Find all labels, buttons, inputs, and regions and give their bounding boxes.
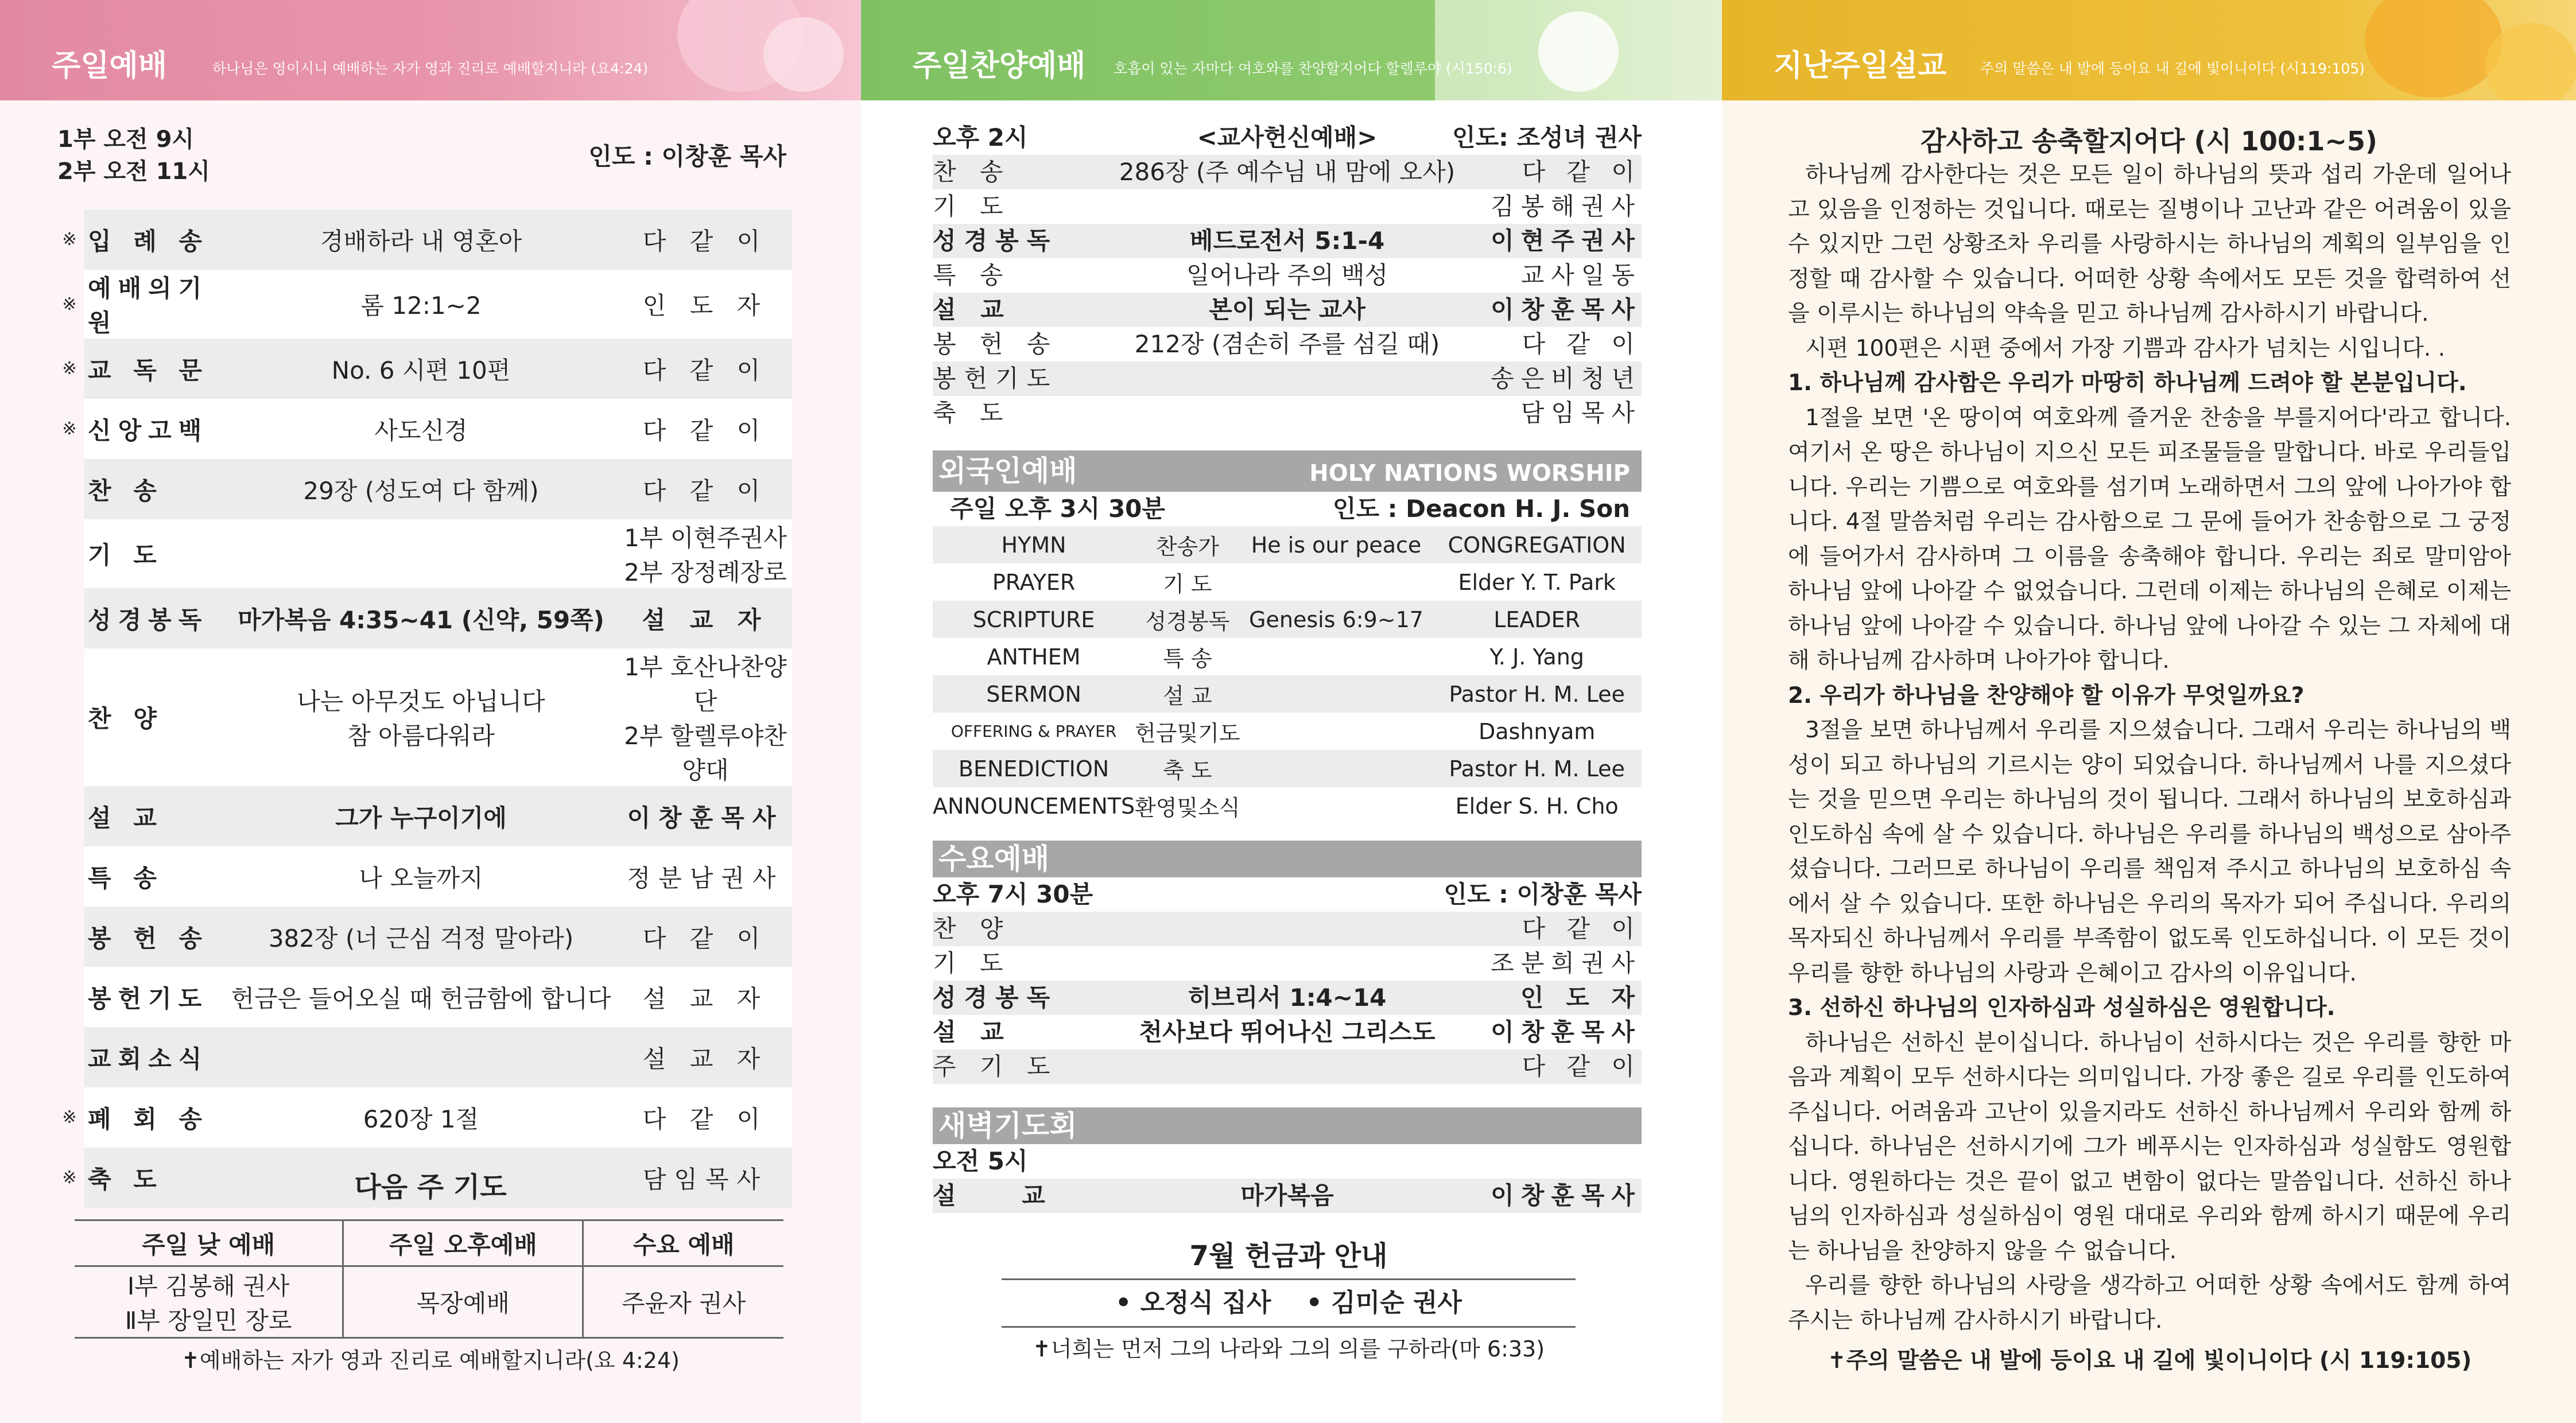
order-row [933, 224, 1642, 258]
order-person: 인 도 자 [1520, 983, 1642, 1012]
order-name: 기 도 [84, 519, 223, 588]
order-person: 교사일동 [1520, 261, 1642, 289]
blossom-decoration [763, 17, 844, 92]
order-name: 특 송 [84, 846, 223, 907]
foreign-cell: Elder Y. T. Park [1458, 569, 1616, 595]
order-row [933, 258, 1642, 293]
order-content: 그가 누구이기에 [223, 786, 619, 846]
flower-decoration [1538, 11, 1619, 92]
order-row [933, 396, 1642, 430]
foreign-cell: 찬송가 [1135, 526, 1240, 563]
prayer-header: 주일 낮 예배 [75, 1220, 343, 1266]
sermon-point: 2. 우리가 하나님을 찬양해야 할 이유가 무엇일까요? [1788, 682, 2305, 709]
worship-order-row [55, 846, 792, 907]
foreign-cell: HYMN [933, 526, 1135, 563]
dawn-row-person: 이창훈목사 [1491, 1181, 1642, 1210]
foreign-time: 주일 오후 3시 30분 [950, 495, 1165, 523]
wednesday-order [933, 912, 1642, 1084]
dawn-row [933, 1179, 1642, 1213]
order-star [55, 519, 84, 588]
order-row [933, 361, 1642, 396]
worship-order-row [55, 907, 792, 967]
order-star: ※ [62, 1168, 77, 1188]
order-content [223, 1027, 619, 1087]
foreign-cell [1240, 675, 1433, 713]
order-star: ※ [62, 359, 77, 379]
wednesday-title: 수요예배 [938, 842, 1050, 876]
prayer-header: 주일 오후예배 [343, 1220, 583, 1266]
order-content: 사도신경 [223, 399, 619, 459]
order-person: 담임목사 [1520, 399, 1642, 427]
sunday-worship-column [0, 0, 861, 1423]
next-week-prayer-title: 다음 주 기도 [354, 1171, 507, 1203]
foreign-cell: ANTHEM [987, 644, 1081, 670]
wednesday-heading [933, 877, 1642, 912]
footer-verse: ✝너희는 먼저 그의 나라와 그의 의를 구하라(마 6:33) [1032, 1336, 1545, 1362]
foreign-order-row [933, 601, 1642, 638]
header-title: 주일찬양예배 [913, 49, 1086, 83]
order-name: 폐 회 송 [84, 1087, 223, 1148]
order-label: 기 도 [933, 949, 1011, 977]
order-star [55, 967, 84, 1027]
wednesday-leader: 인도 : 이창훈 목사 [1444, 880, 1642, 908]
footer-verse: ✝예배하는 자가 영과 진리로 예배할지니라(요 4:24) [181, 1348, 680, 1373]
order-label: 봉헌기도 [933, 364, 1058, 392]
order-person: 다 같 이 [619, 339, 792, 399]
order-content: 베드로전서 5:1-4 [1189, 227, 1385, 255]
foreign-cell: Dashnyam [1479, 718, 1596, 744]
order-person: 다 같 이 [619, 209, 792, 270]
order-person: 다 같 이 [1522, 915, 1642, 943]
july-offering [1002, 1234, 1576, 1328]
order-content: 히브리서 1:4~14 [1188, 983, 1387, 1012]
prayer-value: Ⅰ부 김봉해 권사 Ⅱ부 장일민 장로 [75, 1266, 343, 1338]
foreign-cell: Elder S. H. Cho [1455, 793, 1619, 819]
order-content: 본이 되는 교사 [1209, 296, 1365, 324]
sunday-worship-header [0, 0, 861, 100]
order-content: 212장 (겸손히 주를 섬길 때) [1134, 330, 1440, 358]
order-label: 주 기 도 [933, 1052, 1058, 1080]
order-name: 설 교 [84, 786, 223, 846]
order-star [55, 846, 84, 907]
wednesday-worship [933, 841, 1642, 1084]
order-content: 롬 12:1~2 [223, 270, 619, 339]
foreign-cell [1240, 638, 1433, 675]
foreign-cell: 기 도 [1163, 571, 1212, 597]
foreign-cell: SCRIPTURE [933, 601, 1135, 638]
order-name: 교 독 문 [84, 339, 223, 399]
header-title: 지난주일설교 [1774, 49, 1947, 83]
order-person: 1부 호산나찬양단 2부 할렐루야찬양대 [619, 648, 792, 786]
afternoon-heading [933, 120, 1642, 155]
order-row [933, 327, 1642, 361]
sermon-point: 3. 선하신 하나님의 인자하심과 성실하심은 영원합니다. [1788, 995, 2336, 1021]
worship-order-table [55, 209, 792, 1208]
sermon-paragraph: 우리를 향한 하나님의 사랑을 생각하고 어떠한 상황 속에서도 함께 하여 주시는 하나님께 감사하시기 바랍니다. [1788, 1273, 2511, 1333]
order-label: 찬 양 [933, 915, 1011, 943]
service-times [57, 123, 210, 188]
order-content: No. 6 시편 10편 [223, 339, 619, 399]
wednesday-bar [933, 841, 1642, 877]
foreign-order-row [933, 563, 1642, 601]
leaf-decoration [2485, 23, 2576, 100]
order-content: 헌금은 들어오실 때 헌금함에 합니다 [223, 967, 619, 1027]
order-person: 다 같 이 [1522, 330, 1642, 358]
foreign-cell: ANNOUNCEMENTS [933, 793, 1135, 819]
order-name: 찬 송 [84, 459, 223, 519]
foreign-order-table [933, 526, 1642, 825]
order-content: 29장 (성도여 다 함께) [223, 459, 619, 519]
prayer-value: 주윤자 권사 [583, 1266, 783, 1338]
praise-worship-header [861, 0, 1722, 100]
foreign-cell: Y. J. Yang [1489, 644, 1584, 670]
order-person: 다 같 이 [619, 907, 792, 967]
order-person: 설 교 자 [619, 588, 792, 648]
order-star: ※ [62, 1107, 77, 1127]
worship-leader: 인도 : 이창훈 목사 [588, 142, 786, 170]
order-person: 설 교 자 [619, 967, 792, 1027]
order-star [55, 1027, 84, 1087]
order-row [933, 946, 1642, 981]
sermon-paragraph: 시편 100편은 시편 중에서 가장 기쁨과 감사가 넘치는 시입니다. . [1805, 335, 2445, 361]
sermon-paragraph: 하나님은 선하신 분이십니다. 하나님이 선하시다는 것은 우리를 향한 마음과 계획이 모두 선하시다는 의미입니다. 가장 좋은 길로 우리를 인도하여 주십니다. 어려움과 고난이 있을지라도 선하신 하나님께서 우리와 함께 하십니다. 하나님은 선하시기에 그가 베푸시는 인자하심과 성실함도 영원합니다. 영원하다는 것은 끝이 없고 변함이 없다는 말씀입니다. 선하신 하나님의 인자하심과 성실하심이 영원 대대로 우리와 함께 하시기 때문에 우리는 하나님을 찬양하지 않을 수 없습니다. [1788, 1029, 2511, 1264]
dawn-row-content: 마가복음 [1240, 1181, 1334, 1210]
header-subtitle: 하나님은 영이시니 예배하는 자가 영과 진리로 예배할지니라 (요4:24) [212, 60, 649, 77]
foreign-worship-title: 외국인예배 [938, 454, 1077, 488]
sermon-paragraph: 3절을 보면 하나님께서 우리를 지으셨습니다. 그래서 우리는 하나님의 백성이 되고 하나님의 기르시는 양이 되었습니다. 하나님께서 나를 지으셨다는 것을 믿으면 우리는 하나님의 것이 됩니다. 그래서 하나님의 보호하심과 인도하심 속에 살 수 있습니다. 하나님은 우리를 하나님의 백성으로 삼아주셨습니다. 그러므로 하나님이 우리를 책임져 주시고 하나님의 보호하심 속에서 살 수 있습니다. 또한 하나님은 우리의 목자가 되어 주십니다. 우리의 목자되신 하나님께서 우리를 부족함이 없도록 인도하십니다. 이 모든 것이 우리를 향한 하나님의 사랑과 은혜이고 감사의 이유입니다. [1788, 717, 2511, 986]
foreign-cell [1240, 750, 1433, 787]
order-name: 입 례 송 [84, 209, 223, 270]
order-person: 1부 이현주권사 2부 장정례장로 [619, 519, 792, 588]
worship-order-row [55, 1027, 792, 1087]
order-person: 조분희권사 [1491, 949, 1642, 977]
order-content: 286장 (주 예수님 내 맘에 오사) [1119, 158, 1456, 186]
worship-order-row [55, 399, 792, 459]
sermon-paragraph: 하나님께 감사한다는 것은 모든 일이 하나님의 뜻과 섭리 가운데 일어나고 있음을 인정하는 것입니다. 때로는 질병이나 고난과 같은 어려움이 있을 수 있지만 그런 상황조차 우리를 사랑하시는 하나님의 계획의 일부임을 인정할 때 감사할 수 있습니다. 어떠한 상황 속에서도 모든 것을 합력하여 선을 이루시는 하나님의 약속을 믿고 하나님께 감사하시기 바랍니다. [1788, 162, 2511, 326]
foreign-cell: LEADER [1432, 601, 1642, 638]
worship-order-row [55, 588, 792, 648]
dawn-time: 오전 5시 [933, 1147, 1028, 1175]
sermon-paragraph: 1절을 보면 '온 땅이여 여호와께 즐거운 찬송을 부를지어다'라고 합니다. 여기서 온 땅은 하나님이 지으신 모든 피조물들을 말합니다. 바로 우리들입니다. 우리는 기쁨으로 여호와를 섬기며 노래하면서 그의 앞에 나아가야 합니다. 4절 말씀처럼 우리는 감사함으로 그 문에 들어가 찬송함으로 그 궁정에 들어가서 감사하며 그 이름을 송축해야 합니다. 우리는 죄로 말미암아 하나님 앞에 나아갈 수 없었습니다. 그런데 이제는 하나님의 은혜로 이제는 하나님 앞에 나아갈 수 있습니다. 하나님 앞에 나아갈 수 있는 그 자체에 대해 하나님께 감사하며 나아가야 합니다. [1788, 405, 2511, 674]
order-content: 경배하라 내 영혼아 [223, 209, 619, 270]
order-name: 축 도 [84, 1148, 223, 1208]
foreign-cell: OFFERING & PRAYER [951, 722, 1117, 741]
foreign-cell: Pastor H. M. Lee [1432, 750, 1642, 787]
dawn-bar [933, 1107, 1642, 1144]
offering-title: 7월 헌금과 안내 [1002, 1234, 1576, 1280]
leaf-decoration [2365, 0, 2503, 98]
sermon-body [1788, 158, 2511, 1379]
foreign-cell: Pastor H. M. Lee [1432, 675, 1642, 713]
header-title: 주일예배 [52, 49, 167, 83]
order-person: 이창훈목사 [1491, 1018, 1642, 1046]
order-row [933, 189, 1642, 224]
order-row [933, 981, 1642, 1015]
foreign-order-row [933, 638, 1642, 675]
order-person: 다 같 이 [619, 399, 792, 459]
next-week-prayer-table [75, 1219, 783, 1339]
order-star [55, 907, 84, 967]
worship-order-row [55, 967, 792, 1027]
dawn-title: 새벽기도회 [938, 1109, 1077, 1142]
order-star [55, 588, 84, 648]
afternoon-leader: 인도: 조성녀 권사 [1452, 123, 1642, 151]
order-row [933, 1049, 1642, 1084]
order-content: 382장 (너 근심 걱정 말아라) [223, 907, 619, 967]
foreign-cell: 축 도 [1135, 750, 1240, 787]
footer-verse: ✝주의 말씀은 내 발에 등이요 내 길에 빛이니이다 (시 119:105) [1827, 1348, 2472, 1374]
order-person: 설 교 자 [619, 1027, 792, 1087]
foreign-cell: 헌금및기도 [1135, 721, 1240, 746]
order-content: 천사보다 뛰어나신 그리스도 [1139, 1018, 1436, 1046]
order-person: 다 같 이 [1522, 1052, 1642, 1080]
dawn-row-label: 설 교 [933, 1181, 1074, 1210]
afternoon-title: <교사헌신예배> [1197, 123, 1378, 151]
order-person: 정분남권사 [619, 846, 792, 907]
worship-order-row [55, 786, 792, 846]
prayer-header: 수요 예배 [583, 1220, 783, 1266]
order-label: 찬 송 [933, 158, 1011, 186]
foreign-leader: 인도 : Deacon H. J. Son [1332, 495, 1630, 523]
order-person: 다 같 이 [1522, 158, 1642, 186]
foreign-cell: Genesis 6:9~17 [1240, 601, 1433, 638]
worship-order-row [55, 1087, 792, 1148]
order-label: 설 교 [933, 296, 1012, 324]
order-label: 봉 헌 송 [933, 330, 1058, 358]
foreign-cell: He is our peace [1240, 526, 1433, 563]
order-person: 이창훈목사 [1491, 296, 1642, 324]
order-star [55, 648, 84, 786]
sermon-point: 1. 하나님께 감사함은 우리가 마땅히 하나님께 드려야 할 본분입니다. [1788, 370, 2467, 396]
order-person: 이현주권사 [1491, 227, 1642, 255]
order-name: 봉헌기도 [84, 967, 223, 1027]
order-content: 나는 아무것도 아닙니다 참 아름다워라 [223, 648, 619, 786]
foreign-order-row [933, 526, 1642, 563]
order-row [933, 912, 1642, 946]
order-star [55, 786, 84, 846]
prayer-value: 목장예배 [343, 1266, 583, 1338]
order-person: 담임목사 [619, 1148, 792, 1208]
header-subtitle: 주의 말씀은 내 발에 등이요 내 길에 빛이니이다 (시119:105) [1980, 60, 2365, 77]
foreign-cell: 설 교 [1135, 675, 1240, 713]
foreign-worship [933, 450, 1642, 825]
order-content: 마가복음 4:35~41 (신약, 59쪽) [223, 588, 619, 648]
foreign-cell: BENEDICTION [933, 750, 1135, 787]
foreign-cell: PRAYER [992, 569, 1076, 595]
order-row [933, 155, 1642, 189]
worship-order-row [55, 339, 792, 399]
afternoon-worship [933, 120, 1642, 430]
order-name: 예배의기원 [84, 270, 223, 339]
order-label: 축 도 [933, 399, 1011, 427]
foreign-cell: CONGREGATION [1432, 526, 1642, 563]
foreign-cell: 특 송 [1163, 646, 1212, 671]
last-sermon-header [1722, 0, 2576, 100]
dawn-prayer [933, 1107, 1642, 1213]
offering-names: • 오정식 집사 • 김미순 권사 [1002, 1280, 1576, 1328]
order-label: 특 송 [933, 261, 1011, 289]
header-subtitle: 호흡이 있는 자마다 여호와를 찬양할지어다 할렐루야 (시150:6) [1114, 60, 1512, 77]
dawn-heading [933, 1144, 1642, 1179]
foreign-cell: 환영및소식 [1135, 795, 1240, 821]
worship-order-row [55, 648, 792, 786]
foreign-cell: 성경봉독 [1135, 601, 1240, 638]
order-content: 나 오늘까지 [223, 846, 619, 907]
order-label: 성경봉독 [933, 227, 1058, 255]
order-name: 성경봉독 [84, 588, 223, 648]
foreign-order-row [933, 713, 1642, 750]
order-name: 찬 양 [84, 648, 223, 786]
worship-order-row [55, 209, 792, 270]
order-person: 인 도 자 [619, 270, 792, 339]
order-person: 다 같 이 [619, 1087, 792, 1148]
worship-order-row [55, 459, 792, 519]
order-star: ※ [62, 419, 77, 439]
foreign-heading [933, 492, 1642, 526]
foreign-order-row [933, 750, 1642, 787]
foreign-order-row [933, 675, 1642, 713]
worship-order-row [55, 519, 792, 588]
order-label: 설 교 [933, 1018, 1012, 1046]
foreign-cell: SERMON [933, 675, 1135, 713]
order-person: 이창훈목사 [619, 786, 792, 846]
foreign-cell [1240, 787, 1433, 825]
foreign-cell [1240, 563, 1433, 601]
order-name: 교회소식 [84, 1027, 223, 1087]
order-person: 다 같 이 [619, 459, 792, 519]
order-name: 봉 헌 송 [84, 907, 223, 967]
foreign-worship-bar [933, 450, 1642, 492]
worship-order-row [55, 270, 792, 339]
wednesday-time: 오후 7시 30분 [933, 880, 1093, 908]
service-time-1: 1부 오전 9시 [57, 126, 195, 153]
sermon-title: 감사하고 송축할지어다 (시 100:1~5) [1921, 126, 2377, 157]
order-star [55, 459, 84, 519]
foreign-worship-title-en: HOLY NATIONS WORSHIP [1309, 460, 1630, 487]
order-label: 성경봉독 [933, 983, 1058, 1012]
service-time-2: 2부 오전 11시 [57, 158, 210, 185]
order-star: ※ [62, 230, 77, 250]
order-row [933, 1015, 1642, 1049]
order-content: 620장 1절 [223, 1087, 619, 1148]
foreign-cell [1240, 713, 1433, 750]
order-label: 기 도 [933, 192, 1011, 220]
order-star: ※ [62, 294, 77, 314]
order-row [933, 293, 1642, 327]
afternoon-time: 오후 2시 [933, 123, 1028, 151]
order-content: 일어나라 주의 백성 [1186, 261, 1388, 289]
order-person: 송은비청년 [1491, 364, 1642, 392]
foreign-order-row [933, 787, 1642, 825]
order-name: 신앙고백 [84, 399, 223, 459]
order-person: 김봉해권사 [1491, 192, 1642, 220]
afternoon-order [933, 155, 1642, 430]
order-content [223, 519, 619, 588]
